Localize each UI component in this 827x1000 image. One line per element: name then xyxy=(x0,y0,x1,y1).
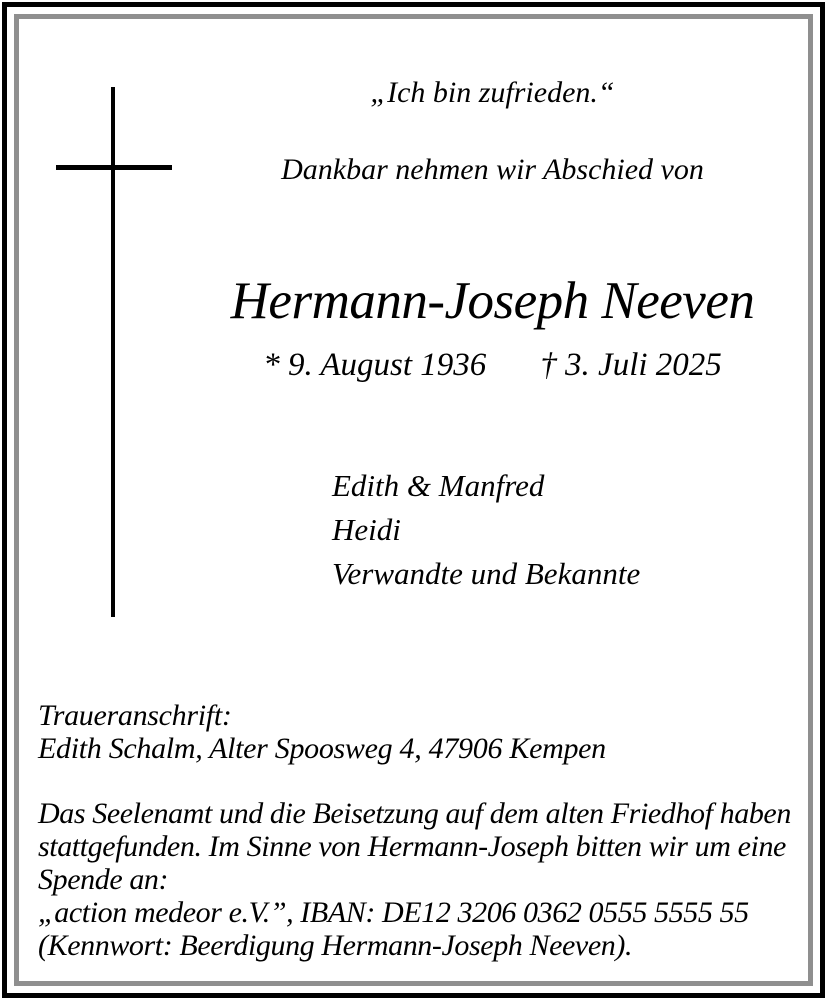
announcement-line: (Kennwort: Beerdigung Hermann-Joseph Neeven). xyxy=(38,929,633,962)
motto-quote: „Ich bin zufrieden.“ xyxy=(370,76,615,109)
death-date: † 3. Juli 2025 xyxy=(540,347,722,383)
mourners-list xyxy=(332,464,640,596)
announcement-line: stattgefunden. Im Sinne von Hermann-Joseph bitten wir um eine xyxy=(38,830,786,863)
announcement-line: Das Seelenamt und die Beisetzung auf dem alten Friedhof haben xyxy=(38,797,791,830)
mourning-address-label: Traueranschrift: xyxy=(38,699,232,732)
mourner-line: Verwandte und Bekannte xyxy=(332,556,641,591)
mourner-line: Heidi xyxy=(332,512,401,547)
announcement-block xyxy=(38,797,791,962)
deceased-name: Hermann-Joseph Neeven xyxy=(230,272,755,330)
mourning-address: Edith Schalm, Alter Spoosweg 4, 47906 Kempen xyxy=(38,732,606,765)
announcement-line: Spende an: xyxy=(38,863,169,896)
life-dates xyxy=(170,345,815,385)
intro-line: Dankbar nehmen wir Abschied von xyxy=(281,153,704,186)
announcement-line: „action medeor e.V.”, IBAN: DE12 3206 0362 0555 5555 55 xyxy=(38,896,749,929)
cross-horizontal-bar xyxy=(56,165,172,170)
birth-date: * 9. August 1936 xyxy=(263,347,487,383)
mourning-address-block xyxy=(38,699,606,765)
mourner-line: Edith & Manfred xyxy=(332,468,545,503)
